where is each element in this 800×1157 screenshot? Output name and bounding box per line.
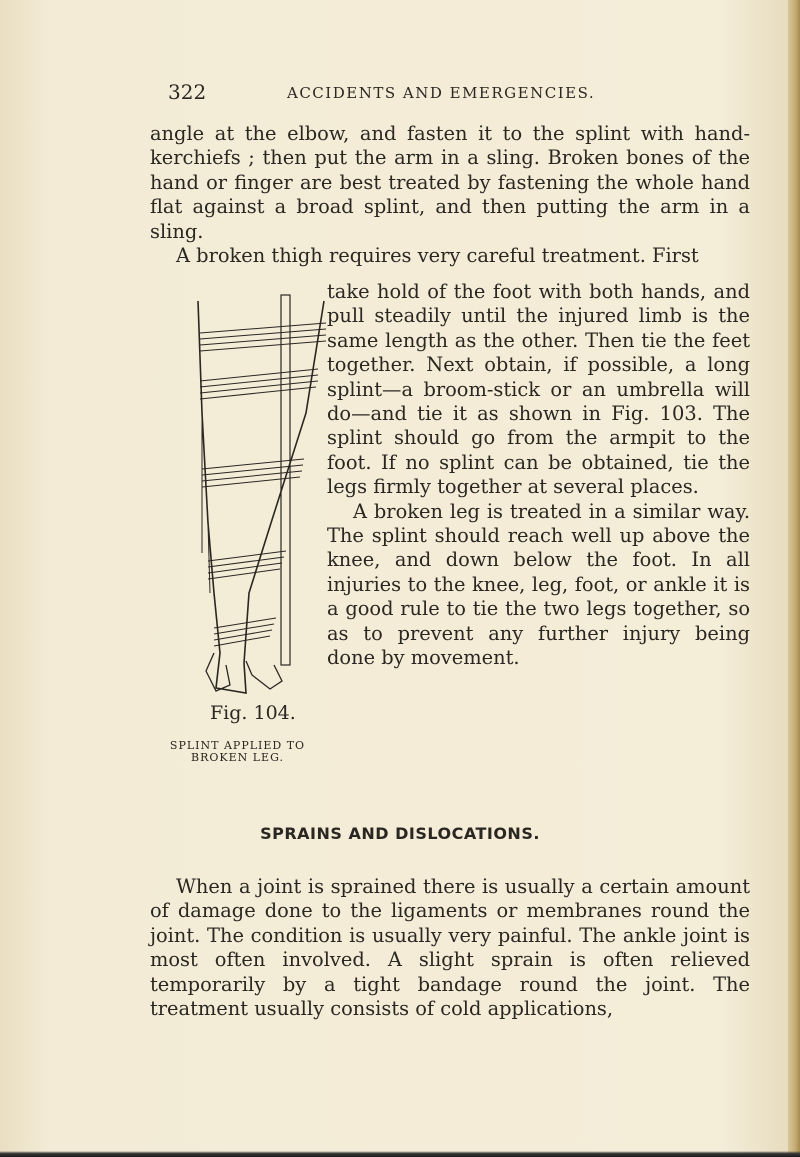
section-heading: SPRAINS AND DISLOCATIONS. (260, 824, 540, 843)
running-head: ACCIDENTS AND EMERGENCIES. (287, 84, 596, 102)
bandage-1 (200, 323, 326, 351)
splint-leg-figure (186, 293, 336, 703)
paragraph-thigh-wrap: take hold of the foot with both hands, and pull steadily until the injured limb is the same length as the other. Then tie the feet together. Next obtain, if possible, a long splint—a broom-stick or an umbrella will do—and tie it as shown in Fig. 103. The splint should go from the armpit to the foot. If no splint can be obtained, tie the legs firmly together at several places. (327, 280, 750, 499)
body-wrap-column (327, 280, 750, 671)
leg-outline (198, 301, 324, 693)
right-foot (246, 661, 282, 689)
bandage-4 (208, 551, 286, 579)
body-bottom (150, 875, 750, 1021)
page-number: 322 (168, 80, 207, 104)
page-edge (788, 0, 800, 1157)
paragraph-sprains: When a joint is sprained there is usually a certain amount of damage done to the ligaments or membranes round the joint. The condition is usually very painful. The ankle joint is most often involved. A slight sprain is often relieved temporarily by a tight bandage round the joint. The treatment usually consists of cold applications, (150, 875, 750, 1021)
paragraph-broken-leg: A broken leg is treated in a similar way. The splint should reach well up above the knee, and down below the foot. In all injuries to the knee, leg, foot, or ankle it is a good rule to tie the two legs together, so as to prevent any further injury being done by movement. (327, 499, 750, 670)
paragraph-thigh-lead: A broken thigh requires very careful treatment. First (176, 244, 699, 268)
bandage-2 (200, 369, 318, 399)
page-bottom-shadow (0, 1151, 800, 1157)
figure-caption: SPLINT APPLIED TO BROKEN LEG. (169, 739, 306, 764)
figure-label: Fig. 104. (210, 702, 296, 724)
body-top (150, 122, 750, 268)
paragraph-arm-splint: angle at the elbow, and fasten it to the splint with hand-kerchiefs ; then put the arm in a sling. Broken bones of the hand or finger are best treated by fastening the whole hand flat against a broad splint, and then putting the arm in a sling. (150, 122, 750, 243)
